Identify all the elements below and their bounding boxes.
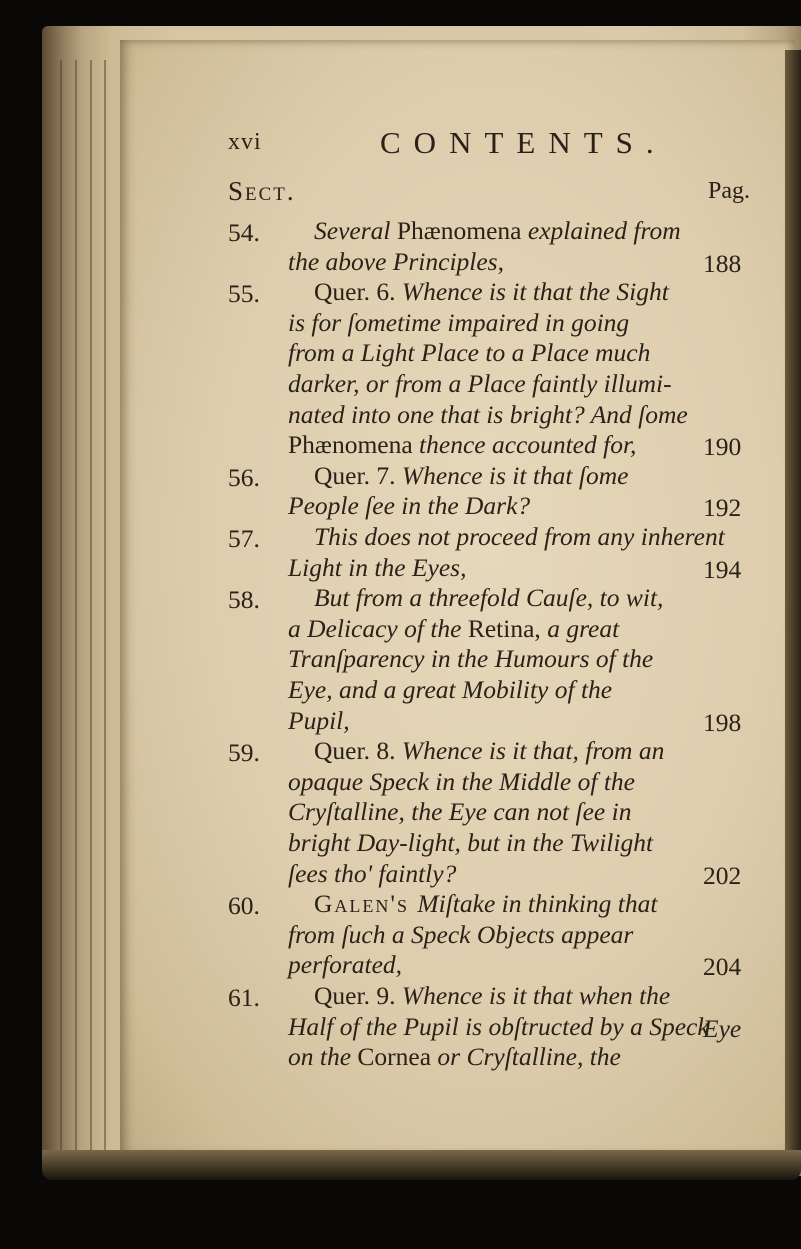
entry-line xyxy=(288,493,530,519)
italic-text: a great xyxy=(547,613,620,643)
italic-text: Several xyxy=(314,216,397,245)
entry-line xyxy=(288,340,650,366)
entry-line xyxy=(288,399,688,429)
entry-number: 56. xyxy=(228,462,260,492)
italic-text: thence accounted for, xyxy=(419,430,637,460)
italic-text: Eye, and a great Mobility of the xyxy=(288,675,613,704)
italic-text: ſees tho' faintly? xyxy=(288,858,457,888)
italic-text: Whence is it that ſome xyxy=(401,460,629,490)
entry-page-number: 192 xyxy=(703,493,742,523)
entry-line xyxy=(314,585,663,611)
entry-page-number: 204 xyxy=(703,952,742,982)
roman-text: Phænomena xyxy=(288,430,420,460)
section-column-header: Sect. xyxy=(228,176,296,206)
entry-line xyxy=(314,891,657,917)
entry-line xyxy=(288,552,467,582)
entry-line xyxy=(288,766,635,796)
entry-line xyxy=(288,1011,709,1041)
italic-text: Tranſparency in the Humours of the xyxy=(288,644,654,674)
italic-text: But from a threefold Cauſe, to wit, xyxy=(314,583,664,613)
italic-text: Light in the Eyes, xyxy=(288,552,467,582)
entry-number: 59. xyxy=(228,738,260,768)
roman-text: Quer. 9. xyxy=(314,981,402,1010)
entry-line xyxy=(288,371,672,397)
italic-text: is for ſometime impaired in going xyxy=(288,307,630,337)
entry-line xyxy=(288,799,631,825)
entry-page-number: 188 xyxy=(703,248,742,278)
entry-line xyxy=(288,432,636,458)
italic-text: on the xyxy=(288,1042,358,1072)
catchword: Eye xyxy=(703,1014,742,1043)
entry-line xyxy=(314,460,629,490)
italic-text: perforated, xyxy=(288,950,403,980)
italic-text: Cryſtalline, the Eye can not ſee in xyxy=(288,797,632,827)
entry-number: 61. xyxy=(228,983,260,1012)
entry-line xyxy=(314,738,664,764)
italic-text: from a Light Place to a Place much xyxy=(288,338,651,368)
page-title: CONTENTS. xyxy=(380,125,667,160)
entry-line xyxy=(288,646,653,672)
entry-page-number: 202 xyxy=(703,860,742,890)
italic-text: People ſee in the Dark? xyxy=(288,491,531,521)
italic-text: Whence is it that the Sight xyxy=(401,277,669,307)
italic-text: explained from xyxy=(527,216,681,245)
entry-line xyxy=(288,952,402,978)
italic-text: Whence is it that, from an xyxy=(401,736,665,766)
italic-text: Pupil, xyxy=(288,705,350,735)
roman-text: Quer. 6. xyxy=(314,277,402,307)
entry-line xyxy=(288,613,620,643)
entry-number: 54. xyxy=(228,218,260,247)
entry-line xyxy=(288,246,504,276)
entry-line xyxy=(288,830,653,856)
entry-number: 57. xyxy=(228,524,260,553)
roman-text: Galen's xyxy=(314,889,418,919)
italic-text: bright Day-light, but in the Twilight xyxy=(288,828,654,857)
roman-text: Quer. 7. xyxy=(314,460,402,490)
italic-text: from ſuch a Speck Objects appear xyxy=(288,919,634,949)
entry-number: 58. xyxy=(228,585,260,615)
page-column-header: Pag. xyxy=(708,178,750,204)
italic-text: opaque Speck in the Middle of the xyxy=(288,766,635,796)
roman-text: Phænomena xyxy=(396,216,528,245)
roman-text: Cornea xyxy=(357,1042,438,1072)
italic-text: or Cryſtalline, the xyxy=(437,1042,621,1072)
entry-line xyxy=(314,279,669,305)
entry-line xyxy=(314,218,681,244)
entry-page-number: 194 xyxy=(703,554,742,584)
page-number: xvi xyxy=(228,129,262,155)
entry-line xyxy=(288,919,634,949)
entry-line xyxy=(314,983,670,1009)
italic-text: This does not proceed from any inherent xyxy=(314,522,725,551)
entry-page-number: 190 xyxy=(703,432,742,462)
italic-text: the above Principles, xyxy=(288,246,504,276)
italic-text: Miſtake in thinking that xyxy=(417,889,658,919)
entry-line xyxy=(288,677,612,703)
italic-text: Whence is it that when the xyxy=(401,981,671,1010)
entry-line xyxy=(288,307,630,337)
entry-number: 55. xyxy=(228,279,260,309)
entry-line xyxy=(288,705,350,735)
entry-line xyxy=(288,1044,621,1070)
italic-text: nated into one that is bright? And ſome xyxy=(288,399,688,429)
roman-text: Quer. 8. xyxy=(314,736,402,766)
entry-number: 60. xyxy=(228,891,260,921)
italic-text: a Delicacy of the xyxy=(288,613,468,643)
italic-text: darker, or from a Place faintly illumi- xyxy=(288,369,672,398)
entry-line xyxy=(288,858,457,888)
roman-text: Retina, xyxy=(467,613,548,643)
italic-text: Half of the Pupil is obſtructed by a Speck xyxy=(288,1011,709,1041)
entry-line xyxy=(314,524,725,550)
entry-page-number: 198 xyxy=(703,707,742,737)
